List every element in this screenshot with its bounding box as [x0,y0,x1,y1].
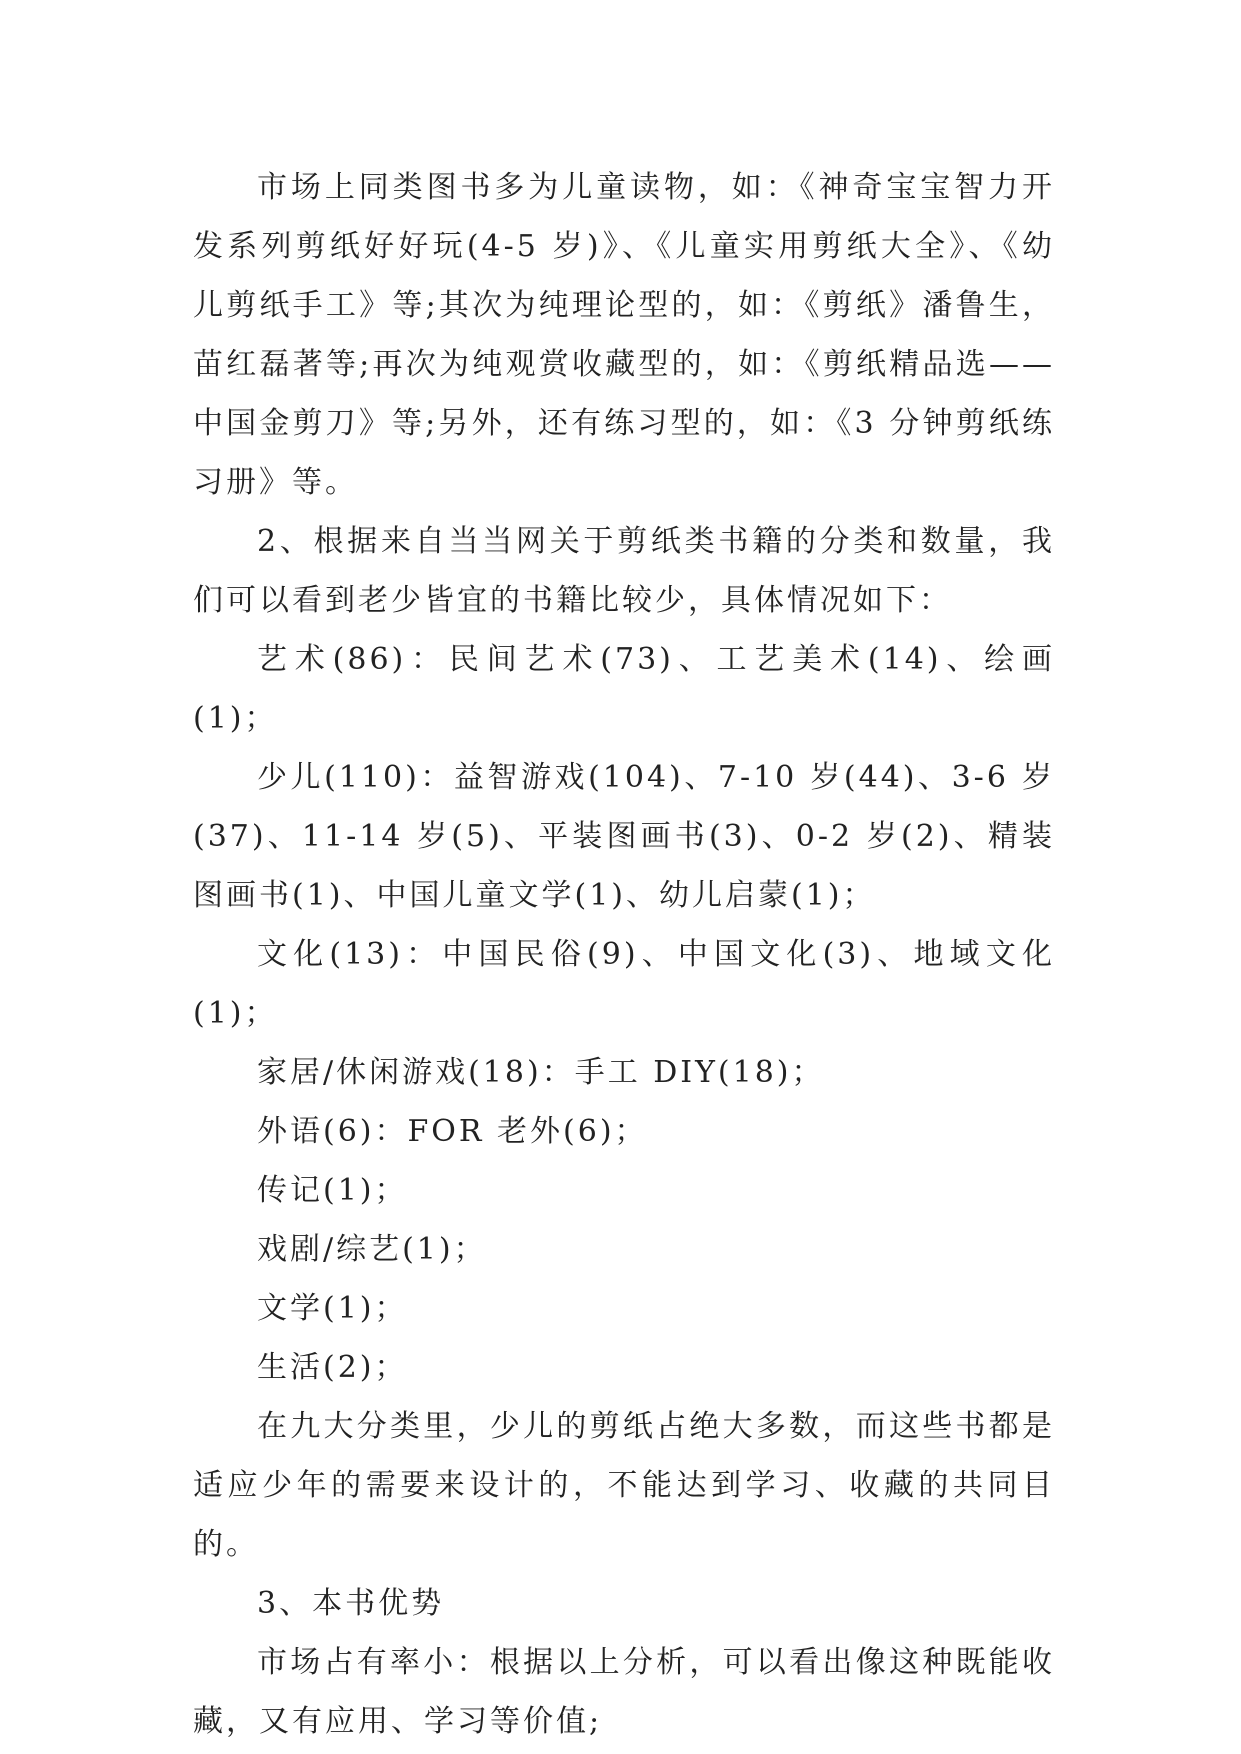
paragraph-competing-books: 市场上同类图书多为儿童读物，如：《神奇宝宝智力开发系列剪纸好好玩(4-5 岁)》、《儿童实用剪纸大全》、《幼儿剪纸手工》等;其次为纯理论型的，如：《剪纸》潘鲁生，苗红磊著等;再次为纯观赏收藏型的，如：《剪纸精品选——中国金剪刀》等;另外，还有练习型的，如：《3 分钟剪纸练习册》等。 [193,170,1055,500]
paragraph-category-biography: 传记(1)； [257,1173,408,1208]
document-body [193,158,1055,1751]
paragraph-summary: 在九大分类里，少儿的剪纸占绝大多数，而这些书都是适应少年的需要来设计的，不能达到学习、收藏的共同目的。 [193,1409,1055,1562]
paragraph-market-share: 市场占有率小：根据以上分析，可以看出像这种既能收藏，又有应用、学习等价值; [193,1645,1055,1739]
paragraph-category-art: 艺术(86)：民间艺术(73)、工艺美术(14)、绘画(1)； [193,642,1055,736]
paragraph-category-children: 少儿(110)：益智游戏(104)、7-10 岁(44)、3-6 岁(37)、11-14 岁(5)、平装图画书(3)、0-2 岁(2)、精装图画书(1)、中国儿童文学(1)、幼儿启蒙(1)； [193,760,1055,913]
section-heading-advantages: 3、本书优势 [257,1586,445,1621]
paragraph-category-foreign-language: 外语(6)：FOR 老外(6)； [257,1114,648,1149]
paragraph-category-home-leisure: 家居/休闲游戏(18)：手工 DIY(18)； [257,1055,825,1090]
paragraph-category-drama: 戏剧/综艺(1)； [257,1232,487,1267]
paragraph-category-life: 生活(2)； [257,1350,408,1385]
paragraph-category-literature: 文学(1)； [257,1291,408,1326]
paragraph-dangdang-intro: 2、根据来自当当网关于剪纸类书籍的分类和数量，我们可以看到老少皆宜的书籍比较少，具体情况如下： [193,524,1055,618]
paragraph-category-culture: 文化(13)：中国民俗(9)、中国文化(3)、地域文化(1)； [193,937,1055,1031]
